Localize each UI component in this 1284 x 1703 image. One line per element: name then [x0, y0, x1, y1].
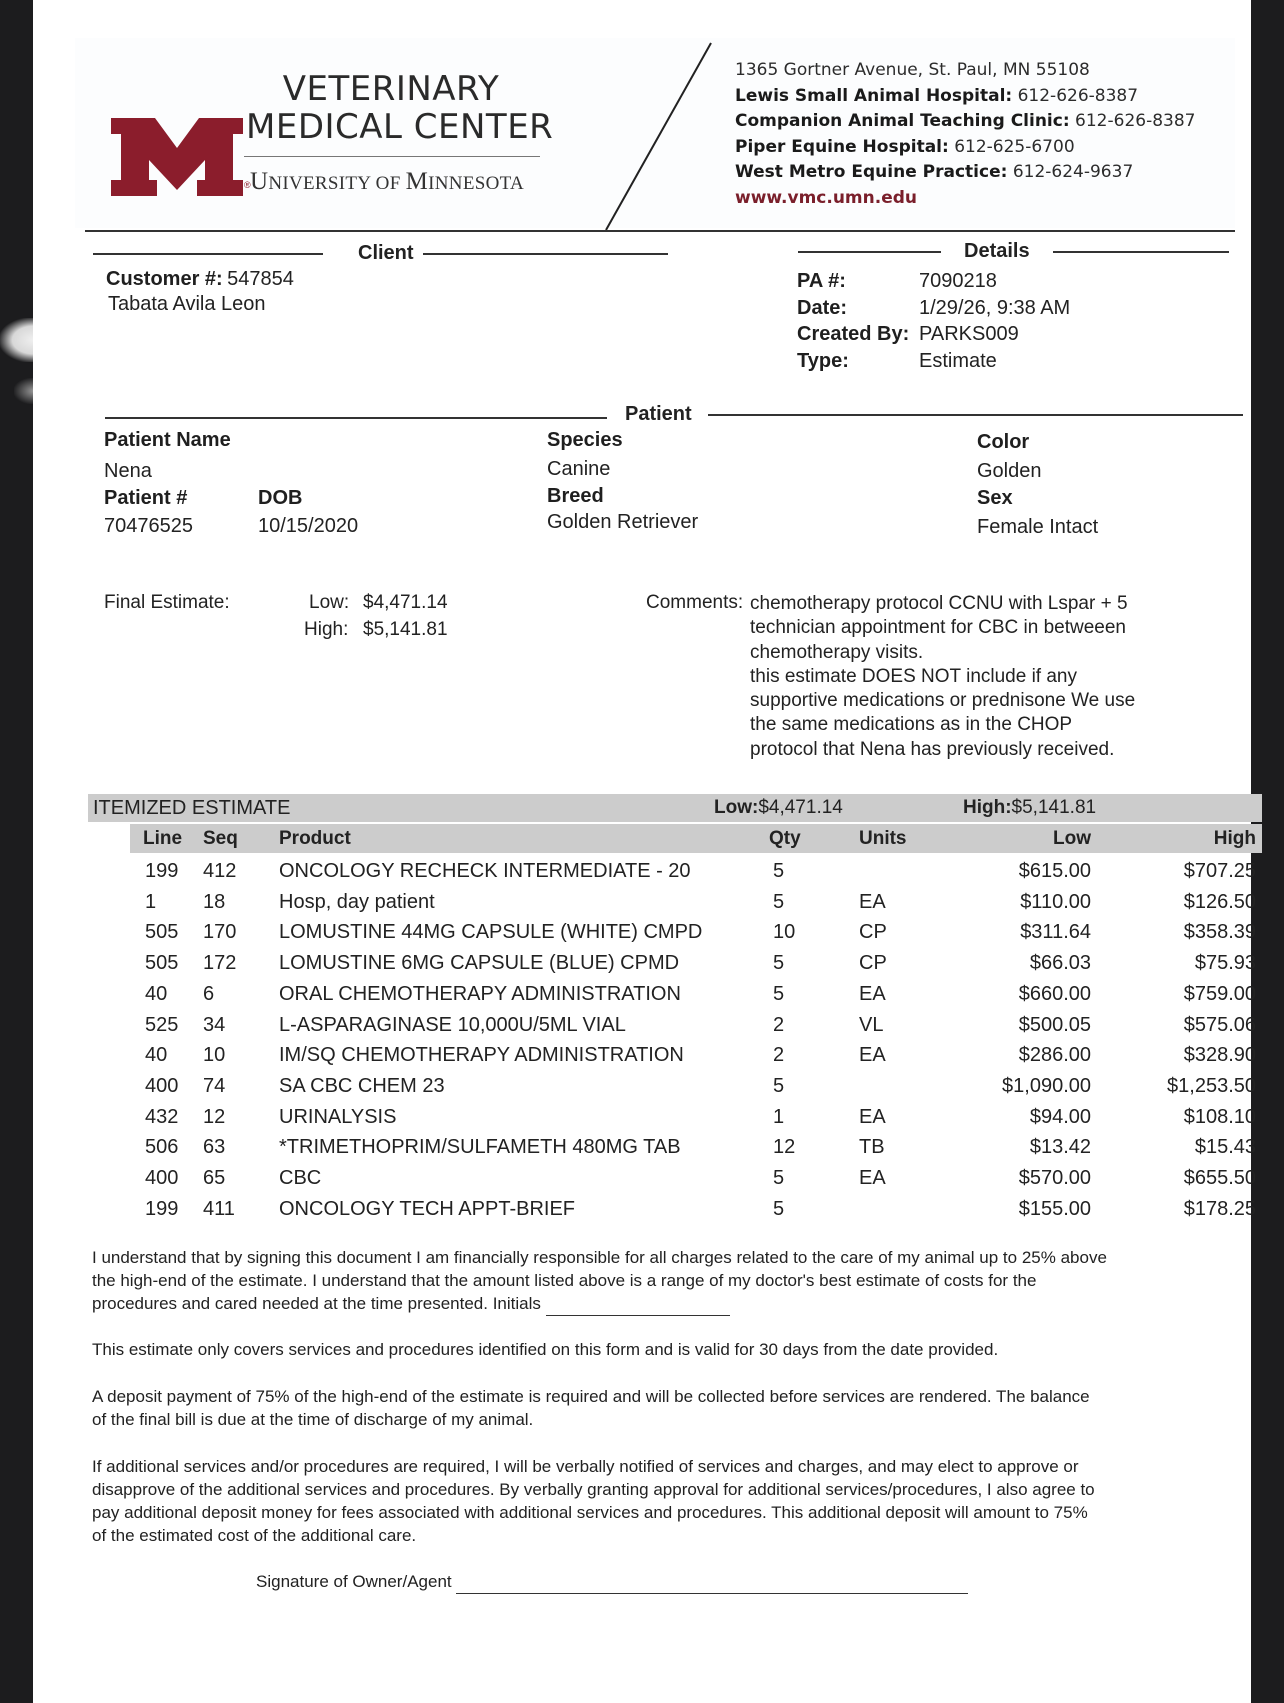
- cell-line: 400: [145, 1167, 179, 1189]
- cell-qty: 5: [773, 1197, 785, 1220]
- cell-qty: 12: [773, 1136, 796, 1159]
- cell-product: ONCOLOGY RECHECK INTERMEDIATE - 20: [279, 860, 691, 882]
- cell-product: LOMUSTINE 44MG CAPSULE (WHITE) CMPD: [279, 921, 703, 944]
- cell-units: CP: [859, 921, 887, 944]
- details-section-label: Details: [964, 240, 1030, 262]
- cell-product: ORAL CHEMOTHERAPY ADMINISTRATION: [279, 982, 681, 1005]
- cell-line: 199: [145, 1197, 179, 1220]
- cell-high: $328.90: [1183, 1044, 1256, 1067]
- cell-high: $75.93: [1194, 952, 1256, 975]
- cell-line: 525: [145, 1013, 179, 1036]
- cell-seq: 10: [203, 1044, 226, 1067]
- university-name: UNIVERSITY OF MINNESOTA: [250, 168, 525, 195]
- cell-low: $94.00: [1029, 1105, 1091, 1128]
- cell-units: VL: [859, 1013, 884, 1036]
- cell-line: 505: [145, 952, 179, 975]
- color-value: Golden: [977, 460, 1042, 482]
- cell-high: $707.25: [1183, 860, 1256, 882]
- university-m-logo-icon: [111, 118, 243, 196]
- type-label: Type:: [797, 350, 849, 372]
- signature-row: [256, 1570, 968, 1594]
- header-slash-divider: [603, 40, 713, 232]
- final-low-label: Low:: [309, 592, 350, 613]
- cell-units: CP: [859, 952, 887, 975]
- species-value: Canine: [547, 458, 611, 480]
- cell-product: IM/SQ CHEMOTHERAPY ADMINISTRATION: [279, 1044, 684, 1067]
- cell-line: 1: [145, 890, 157, 913]
- cell-units: EA: [859, 1044, 886, 1067]
- background-artifact: [14, 378, 34, 404]
- comment-line: protocol that Nena has previously received.: [750, 738, 1115, 760]
- cell-seq: 6: [203, 982, 215, 1005]
- contact-lewis: Lewis Small Animal Hospital: 612-626-8387: [735, 85, 1139, 106]
- client-rule-right: [423, 253, 668, 255]
- created-by-value: PARKS009: [919, 323, 1019, 345]
- background-artifact: [0, 318, 34, 362]
- column-header-units: Units: [859, 828, 907, 849]
- terms-paragraph-deposit: A deposit payment of 75% of the high-end of the estimate is required and will be collected before services are rendered. The balance of the final bill is due at the time of discharge of my animal.: [92, 1387, 1090, 1429]
- cell-seq: 170: [203, 921, 237, 944]
- cell-high: $759.00: [1183, 982, 1256, 1005]
- cell-low: $110.00: [1020, 890, 1091, 913]
- cell-seq: 18: [203, 890, 226, 913]
- cell-low: $500.05: [1018, 1013, 1091, 1036]
- color-label: Color: [977, 431, 1030, 453]
- cell-low: $660.00: [1018, 982, 1091, 1005]
- cell-low: $311.64: [1020, 921, 1091, 944]
- cell-line: 432: [145, 1105, 179, 1128]
- cell-seq: 63: [203, 1136, 226, 1159]
- cell-units: EA: [859, 1167, 886, 1189]
- contact-piper: Piper Equine Hospital: 612-625-6700: [735, 136, 1075, 157]
- cell-qty: 5: [773, 1074, 785, 1097]
- website-link[interactable]: www.vmc.umn.edu: [735, 187, 917, 208]
- cell-high: $358.39: [1183, 921, 1256, 944]
- cell-qty: 5: [773, 1167, 785, 1189]
- comments-text: [750, 592, 1135, 762]
- header-rule: [85, 230, 1235, 232]
- cell-qty: 2: [773, 1013, 785, 1036]
- cell-qty: 2: [773, 1044, 785, 1067]
- cell-high: $15.43: [1194, 1136, 1256, 1159]
- cell-low: $615.00: [1018, 860, 1091, 882]
- comment-line: the same medications as in the CHOP: [750, 714, 1073, 736]
- cell-line: 400: [145, 1074, 179, 1097]
- final-low-value: $4,471.14: [363, 592, 448, 613]
- cell-seq: 65: [203, 1167, 226, 1189]
- cell-low: $13.42: [1029, 1136, 1091, 1159]
- type-value: Estimate: [919, 350, 997, 372]
- cell-line: 40: [145, 1044, 168, 1067]
- itemized-title: ITEMIZED ESTIMATE: [93, 797, 291, 819]
- registered-mark: ®: [244, 180, 251, 190]
- created-by-label: Created By:: [797, 323, 910, 345]
- details-rule-right: [1053, 251, 1229, 253]
- cell-seq: 412: [203, 860, 237, 882]
- title-divider: [244, 156, 540, 157]
- comment-line: this estimate DOES NOT include if any: [750, 665, 1077, 687]
- cell-low: $286.00: [1018, 1044, 1091, 1067]
- cell-seq: 34: [203, 1013, 226, 1036]
- cell-low: $1,090.00: [1002, 1074, 1091, 1097]
- column-header-seq: Seq: [203, 828, 238, 849]
- signature-label: Signature of Owner/Agent: [256, 1572, 452, 1591]
- column-header-product: Product: [279, 828, 351, 849]
- cell-product: L-ASPARAGINASE 10,000U/5ML VIAL: [279, 1013, 626, 1036]
- details-rule-left: [798, 251, 941, 253]
- patient-number: 70476525: [104, 515, 193, 537]
- cell-qty: 5: [773, 890, 785, 913]
- comment-line: chemotherapy protocol CCNU with Lspar + 5: [750, 593, 1128, 614]
- cell-product: URINALYSIS: [279, 1105, 397, 1128]
- cell-seq: 172: [203, 952, 237, 975]
- address: 1365 Gortner Avenue, St. Paul, MN 55108: [735, 60, 1090, 80]
- breed-value: Golden Retriever: [547, 511, 699, 533]
- itemized-high-total: High:$5,141.81: [963, 797, 1097, 818]
- contact-west-metro: West Metro Equine Practice: 612-624-9637: [735, 162, 1134, 182]
- cell-qty: 1: [773, 1105, 785, 1128]
- final-estimate-label: Final Estimate:: [104, 592, 230, 613]
- client-name: Tabata Avila Leon: [108, 293, 266, 315]
- sex-label: Sex: [977, 487, 1013, 509]
- cell-qty: 5: [773, 982, 785, 1005]
- cell-units: TB: [859, 1136, 885, 1159]
- client-section-label: Client: [358, 242, 414, 264]
- cell-product: ONCOLOGY TECH APPT-BRIEF: [279, 1197, 575, 1220]
- patient-number-label: Patient #: [104, 487, 188, 509]
- cell-high: $655.50: [1183, 1167, 1256, 1189]
- patient-rule-right: [708, 414, 1243, 416]
- species-label: Species: [547, 429, 623, 451]
- cell-units: EA: [859, 982, 886, 1005]
- cell-high: $575.06: [1183, 1013, 1256, 1036]
- comment-line: supportive medications or prednisone We use: [750, 690, 1136, 712]
- cell-high: $126.50: [1183, 890, 1256, 913]
- comments-label: Comments:: [646, 592, 744, 613]
- patient-section-label: Patient: [625, 403, 692, 425]
- column-header-high: High: [1213, 828, 1256, 849]
- customer-number-row: Customer #: 547854: [106, 268, 294, 290]
- signature-field[interactable]: [456, 1570, 968, 1594]
- cell-low: $570.00: [1018, 1167, 1091, 1189]
- cell-high: $1,253.50: [1167, 1074, 1256, 1097]
- pa-number: 7090218: [919, 270, 997, 292]
- cell-product: CBC: [279, 1167, 322, 1189]
- column-header-line: Line: [143, 828, 183, 849]
- initials-field[interactable]: [546, 1292, 730, 1316]
- cell-units: EA: [859, 1105, 886, 1128]
- column-header-qty: Qty: [769, 828, 801, 849]
- column-header-low: Low: [1053, 828, 1091, 849]
- contact-block: [735, 58, 1195, 211]
- cell-seq: 74: [203, 1074, 226, 1097]
- comment-line: technician appointment for CBC in betweeen: [750, 617, 1127, 639]
- cell-high: $108.10: [1183, 1105, 1256, 1128]
- cell-low: $66.03: [1029, 952, 1091, 975]
- org-title-line1: VETERINARY: [282, 69, 500, 109]
- comment-line: chemotherapy visits.: [750, 641, 924, 663]
- patient-name-label: Patient Name: [104, 429, 231, 451]
- customer-number: 547854: [227, 268, 294, 290]
- estimate-document: [33, 0, 1256, 1703]
- itemized-low-total: Low:$4,471.14: [714, 797, 843, 818]
- cell-product: *TRIMETHOPRIM/SULFAMETH 480MG TAB: [279, 1136, 681, 1159]
- cell-high: $178.25: [1183, 1197, 1256, 1220]
- cell-seq: 12: [203, 1105, 226, 1128]
- cell-qty: 10: [773, 921, 796, 944]
- terms-paragraph-additional: If additional services and/or procedures are required, I will be verbally notified of services and charges, and may elect to approve or disapprove of the additional services and procedures. By verbally granting approval for additional services/procedures, I also agree to pay additional deposit money for fees associated with additional services and procedures. This additional deposit will amount to 75% of the estimated cost of the additional care.: [92, 1457, 1095, 1545]
- cell-low: $155.00: [1018, 1197, 1091, 1220]
- final-high-label: High:: [304, 619, 349, 640]
- cell-units: EA: [859, 890, 886, 913]
- cell-line: 506: [145, 1136, 179, 1159]
- cell-line: 199: [145, 860, 179, 882]
- client-rule-left: [93, 253, 323, 255]
- date-value: 1/29/26, 9:38 AM: [919, 297, 1071, 319]
- sex-value: Female Intact: [977, 516, 1099, 538]
- dob-value: 10/15/2020: [258, 515, 359, 537]
- final-high-value: $5,141.81: [363, 619, 448, 640]
- patient-rule-left: [105, 417, 607, 419]
- cell-line: 40: [145, 982, 168, 1005]
- pa-number-label: PA #:: [797, 270, 846, 292]
- cell-product: SA CBC CHEM 23: [279, 1074, 445, 1097]
- date-label: Date:: [797, 297, 848, 319]
- cell-seq: 411: [203, 1197, 235, 1220]
- cell-product: LOMUSTINE 6MG CAPSULE (BLUE) CPMD: [279, 952, 680, 975]
- contact-companion: Companion Animal Teaching Clinic: 612-626-8387: [735, 111, 1196, 131]
- patient-name: Nena: [104, 460, 152, 482]
- cell-product: Hosp, day patient: [279, 890, 435, 913]
- terms-paragraph-financial: I understand that by signing this document I am financially responsible for all charges related to the care of my animal up to 25% above the high-end of the estimate. I understand that the amount listed above is a range of my doctor's best estimate of costs for the procedures and cared needed at the time presented. Initials: [92, 1246, 1242, 1316]
- terms-paragraph-validity: This estimate only covers services and procedures identified on this form and is valid for 30 days from the date provided.: [92, 1340, 999, 1359]
- cell-qty: 5: [773, 860, 785, 882]
- cell-qty: 5: [773, 952, 785, 975]
- breed-label: Breed: [547, 485, 604, 507]
- org-title-line2: MEDICAL CENTER: [246, 107, 554, 147]
- dob-label: DOB: [258, 487, 303, 509]
- cell-line: 505: [145, 921, 179, 944]
